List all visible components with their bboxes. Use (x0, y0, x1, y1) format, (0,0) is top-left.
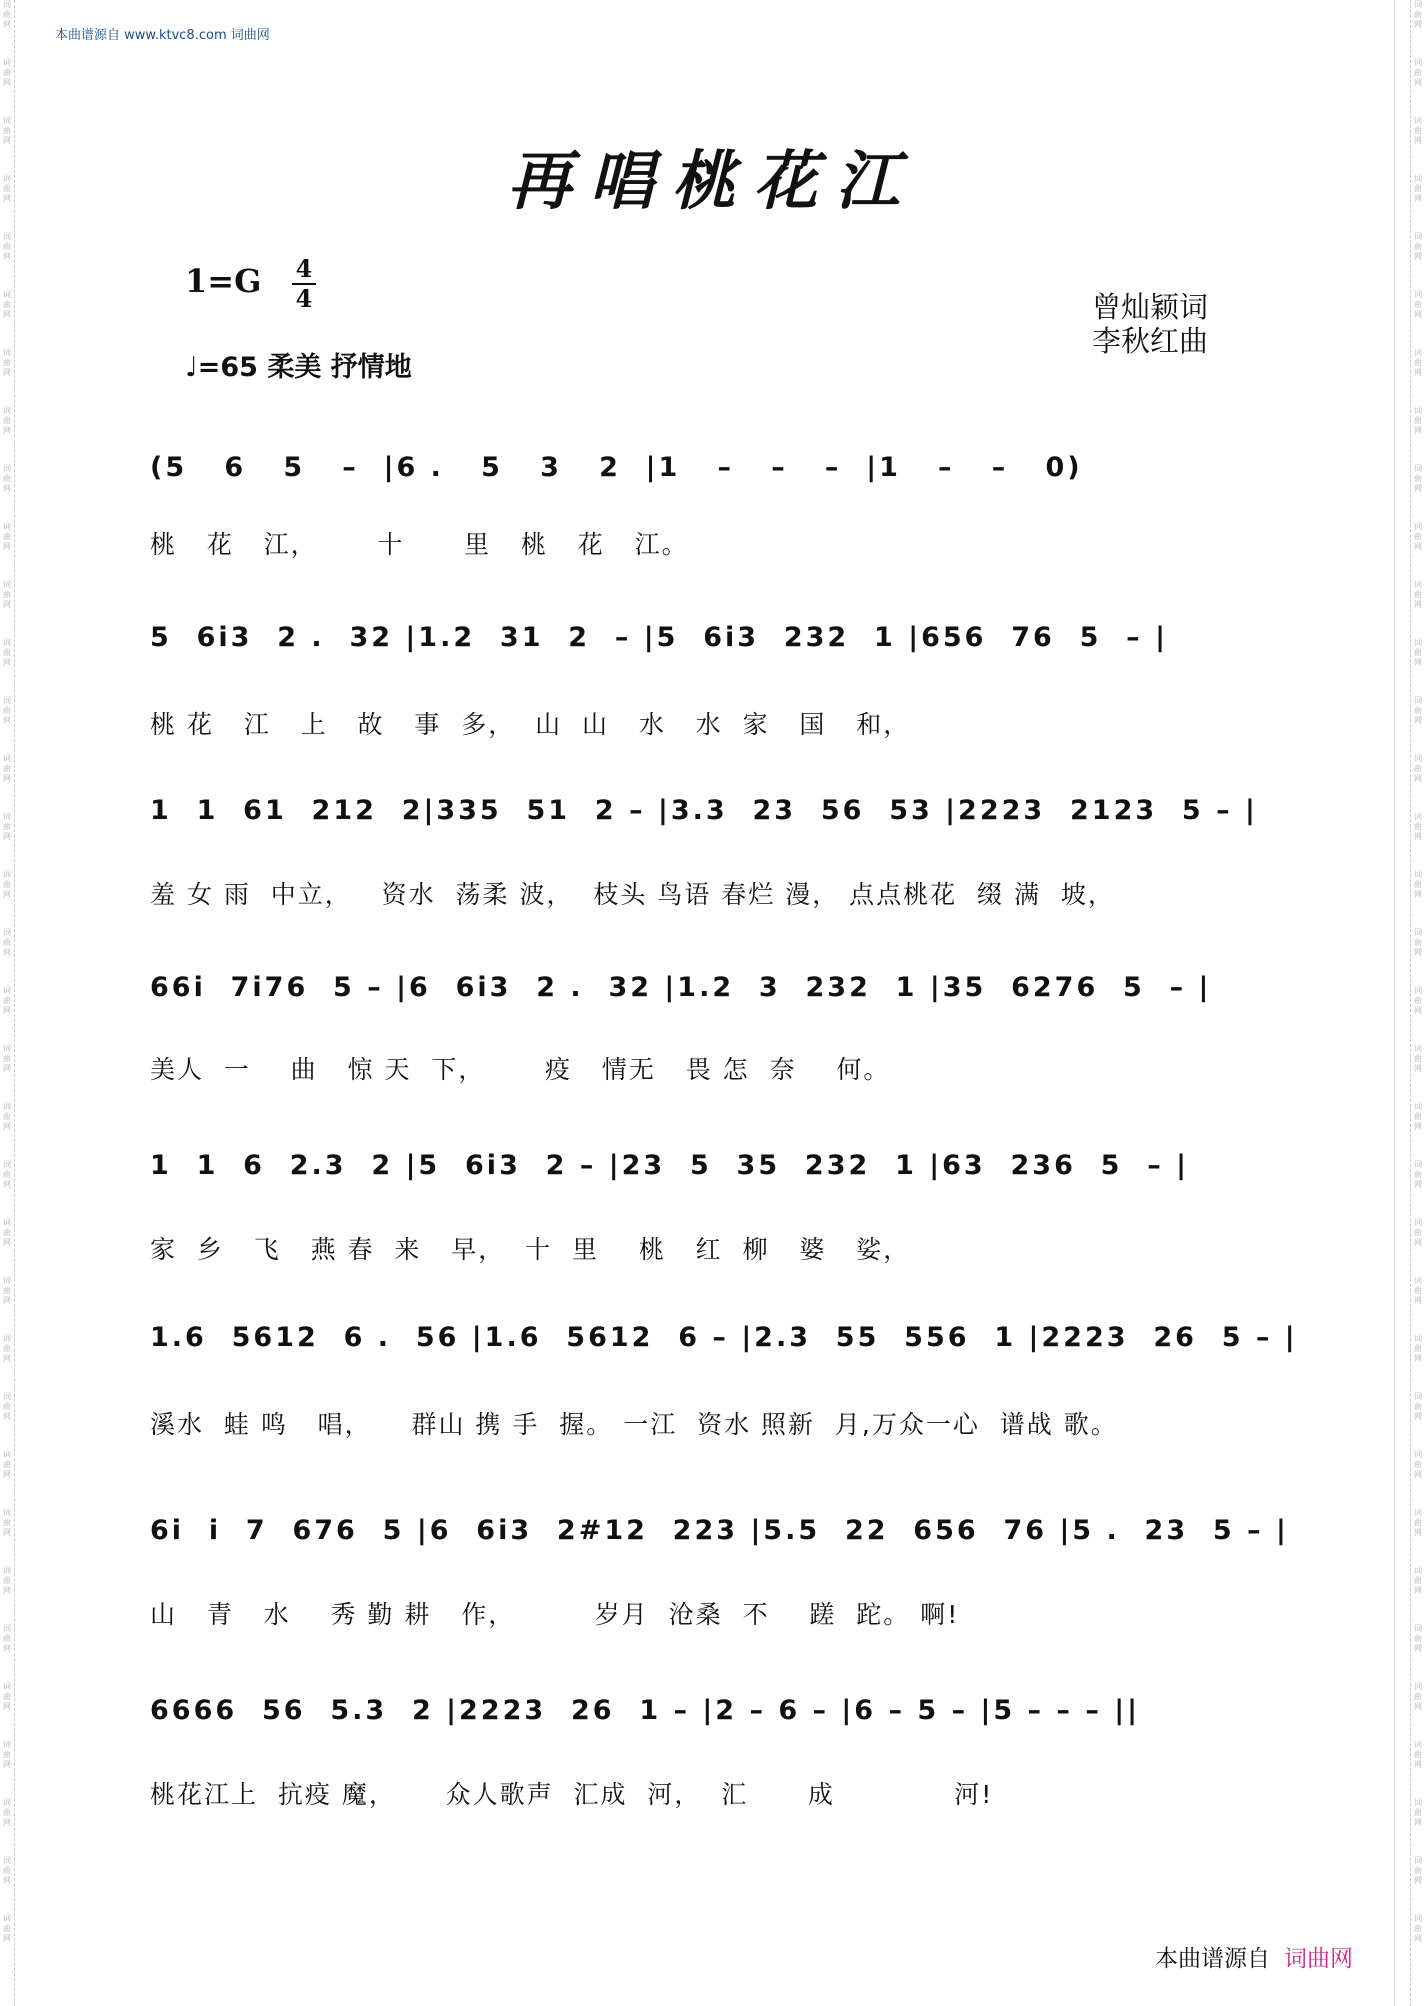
watermark-text: 词 曲 网 (1414, 870, 1422, 899)
watermark-text: 词 曲 网 (1414, 406, 1422, 435)
watermark-text: 词 曲 网 (1414, 116, 1422, 145)
notation-row (150, 452, 1280, 532)
lyric-line: 桃花江上 抗疫 魔， 众人歌声 汇成 河， 汇 成 河! (150, 1780, 994, 1809)
watermark-text: 词 曲 网 (3, 1276, 11, 1305)
watermark-text: 词 曲 网 (1414, 1044, 1422, 1073)
watermark-text: 词 曲 网 (1414, 522, 1422, 551)
meter-bottom: 4 (295, 284, 313, 313)
watermark-text: 词 曲 网 (1414, 174, 1422, 203)
watermark-text: 词 曲 网 (3, 1740, 11, 1769)
meter-top: 4 (295, 254, 313, 283)
watermark-text: 词 曲 网 (1414, 928, 1422, 957)
notation-row (150, 972, 1280, 1052)
watermark-text: 词 曲 网 (1414, 1856, 1422, 1885)
watermark-text: 词 曲 网 (3, 464, 11, 493)
watermark-text: 词 曲 网 (1414, 812, 1422, 841)
watermark-text: 词 曲 网 (1414, 348, 1422, 377)
watermark-text: 词 曲 网 (1414, 696, 1422, 725)
watermark-text: 词 曲 网 (1414, 1566, 1422, 1595)
notation-row (150, 1150, 1280, 1230)
key-signature: 1=G (185, 262, 262, 300)
lyric-line: 溪水 蛙 鸣 唱， 群山 携 手 握。 一江 资水 照新 月,万众一心 谱战 歌。 (150, 1410, 1118, 1439)
notation-row (150, 1695, 1280, 1775)
watermark-text: 词 曲 网 (3, 1624, 11, 1653)
watermark-text: 词 曲 网 (1414, 1914, 1422, 1943)
watermark-text: 词 曲 网 (3, 1798, 11, 1827)
watermark-text: 词 曲 网 (1414, 1276, 1422, 1305)
watermark-text: 词 曲 网 (3, 406, 11, 435)
source-bottom-site: 词曲网 (1284, 1946, 1353, 1972)
watermark-text: 词 曲 网 (3, 1160, 11, 1189)
notation-text: 6i i 7 676 5 |6 6i3 2#12 223 |5.5 22 656 76 |5 . 23 5 – | (150, 1515, 1289, 1546)
right-margin-watermark (1410, 0, 1425, 2006)
watermark-text: 词 曲 网 (1414, 232, 1422, 261)
watermark-text: 词 曲 网 (1414, 1160, 1422, 1189)
watermark-text: 词 曲 网 (1414, 638, 1422, 667)
notation-text: (5 6 5 – |6 . 5 3 2 |1 – – – |1 – – 0) (150, 452, 1083, 483)
watermark-text: 词 曲 网 (3, 1566, 11, 1595)
lyric-line: 羞 女 雨 中立， 资水 荡柔 波， 枝头 鸟语 春烂 漫， 点点桃花 缀 满 坡， (150, 880, 1115, 909)
lyric-line: 桃 花 江， 十 里 桃 花 江。 (150, 530, 689, 559)
watermark-text: 词 曲 网 (3, 638, 11, 667)
watermark-text: 词 曲 网 (3, 1392, 11, 1421)
watermark-text: 词 曲 网 (3, 580, 11, 609)
notation-text: 1 1 61 212 2|335 51 2 – |3.3 23 56 53 |2223 2123 5 – | (150, 795, 1258, 826)
notation-text: 1.6 5612 6 . 56 |1.6 5612 6 – |2.3 55 556 1 |2223 26 5 – | (150, 1322, 1298, 1353)
watermark-text: 词 曲 网 (1414, 1218, 1422, 1247)
watermark-text: 词 曲 网 (1414, 1740, 1422, 1769)
watermark-text: 词 曲 网 (3, 754, 11, 783)
watermark-text: 词 曲 网 (1414, 754, 1422, 783)
watermark-text: 词 曲 网 (3, 174, 11, 203)
tempo-marking: ♩=65 柔美 抒情地 (185, 352, 412, 383)
credits (1092, 290, 1208, 358)
right-margin-rule (1394, 0, 1395, 2006)
lyric-line: 家 乡 飞 燕 春 来 早， 十 里 桃 红 柳 婆 娑， (150, 1235, 911, 1264)
watermark-text: 词 曲 网 (3, 1450, 11, 1479)
watermark-text: 词 曲 网 (1414, 1508, 1422, 1537)
watermark-text: 词 曲 网 (3, 1508, 11, 1537)
notation-text: 1 1 6 2.3 2 |5 6i3 2 – |23 5 35 232 1 |63 236 5 – | (150, 1150, 1190, 1181)
watermark-text: 词 曲 网 (3, 1044, 11, 1073)
watermark-text: 词 曲 网 (3, 522, 11, 551)
watermark-text: 词 曲 网 (1414, 1798, 1422, 1827)
watermark-text: 词 曲 网 (1414, 1682, 1422, 1711)
watermark-text: 词 曲 网 (1414, 1392, 1422, 1421)
watermark-text: 词 曲 网 (1414, 1450, 1422, 1479)
watermark-text: 词 曲 网 (3, 290, 11, 319)
song-title: 再唱桃花江 (507, 144, 918, 219)
lyric-line: 山 青 水 秀 勤 耕 作， 岁月 沧桑 不 蹉 跎。 啊! (150, 1600, 960, 1629)
watermark-text: 词 曲 网 (3, 1218, 11, 1247)
lyric-line: 美人 一 曲 惊 天 下， 疫 情无 畏 怎 奈 何。 (150, 1055, 891, 1084)
watermark-text: 词 曲 网 (3, 1856, 11, 1885)
watermark-text: 词 曲 网 (1414, 58, 1422, 87)
watermark-text: 词 曲 网 (3, 116, 11, 145)
watermark-text: 词 曲 网 (3, 928, 11, 957)
watermark-text: 词 曲 网 (3, 1914, 11, 1943)
source-bottom (1155, 1940, 1353, 1973)
source-top-text: 本曲谱源自 www.ktvc8.com 词曲网 (55, 28, 270, 43)
watermark-text: 词 曲 网 (3, 232, 11, 261)
watermark-text: 词 曲 网 (3, 1682, 11, 1711)
watermark-text: 词 曲 网 (3, 986, 11, 1015)
notation-row (150, 1515, 1289, 1595)
watermark-text: 词 曲 网 (3, 1334, 11, 1363)
time-signature (292, 256, 316, 312)
watermark-text: 词 曲 网 (3, 696, 11, 725)
lyric-line: 桃 花 江 上 故 事 多， 山 山 水 水 家 国 和， (150, 710, 911, 739)
watermark-text: 词 曲 网 (3, 870, 11, 899)
watermark-text: 词 曲 网 (1414, 1334, 1422, 1363)
watermark-text: 词 曲 网 (1414, 464, 1422, 493)
watermark-text: 词 曲 网 (1414, 1624, 1422, 1653)
watermark-text: 词 曲 网 (3, 348, 11, 377)
watermark-text: 词 曲 网 (1414, 986, 1422, 1015)
watermark-text: 词 曲 网 (3, 0, 11, 29)
composer: 李秋红曲 (1092, 324, 1209, 358)
watermark-text: 词 曲 网 (1414, 580, 1422, 609)
notation-text: 66i 7i76 5 – |6 6i3 2 . 32 |1.2 3 232 1 |35 6276 5 – | (150, 972, 1212, 1003)
watermark-text: 词 曲 网 (3, 58, 11, 87)
notation-row (150, 795, 1280, 875)
notation-text: 5 6i3 2 . 32 |1.2 31 2 – |5 6i3 232 1 |656 76 5 – | (150, 622, 1168, 653)
watermark-text: 词 曲 网 (1414, 290, 1422, 319)
watermark-text: 词 曲 网 (1414, 1102, 1422, 1131)
notation-text: 6666 56 5.3 2 |2223 26 1 – |2 – 6 – |6 – 5 – |5 – – – || (150, 1695, 1140, 1726)
notation-row (150, 1322, 1298, 1402)
watermark-text: 词 曲 网 (3, 1102, 11, 1131)
notation-row (150, 622, 1280, 702)
source-bottom-prefix: 本曲谱源自 (1155, 1946, 1270, 1972)
left-margin-watermark (0, 0, 15, 2006)
watermark-text: 词 曲 网 (1414, 0, 1422, 29)
watermark-text: 词 曲 网 (3, 812, 11, 841)
lyricist: 曾灿颖词 (1092, 290, 1209, 324)
